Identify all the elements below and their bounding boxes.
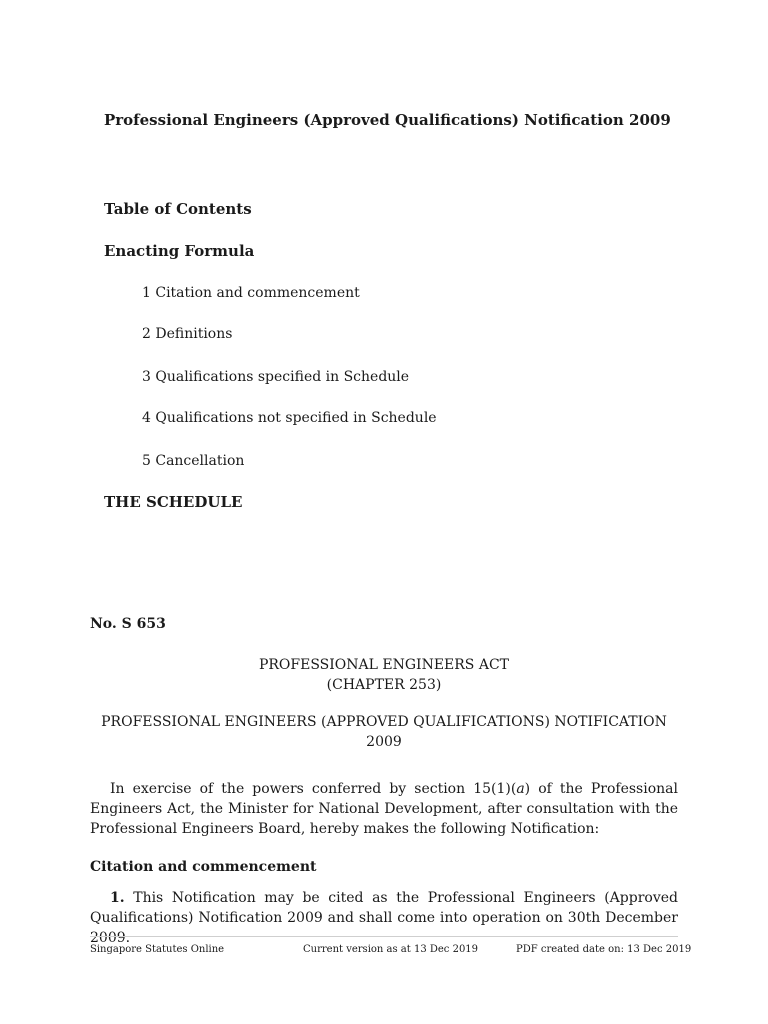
section-1-text: This Notification may be cited as the Professional Engineers (Approved Qualifications) Notification 2009 and shall come into operation on 30th December 2009. bbox=[90, 890, 678, 946]
act-chapter: (CHAPTER 253) bbox=[326, 677, 442, 693]
toc-item-citation[interactable]: 1 Citation and commencement bbox=[142, 285, 360, 301]
toc-item-qualifications-not-specified[interactable]: 4 Qualifications not specified in Schedule bbox=[142, 410, 437, 426]
enacting-paragraph bbox=[90, 779, 678, 839]
act-name: PROFESSIONAL ENGINEERS ACT bbox=[258, 657, 510, 673]
section-1-number: 1. bbox=[110, 890, 125, 906]
toc-item-definitions[interactable]: 2 Definitions bbox=[142, 326, 233, 342]
gazette-number: No. S 653 bbox=[90, 616, 166, 632]
document-title: Professional Engineers (Approved Qualifications) Notification 2009 bbox=[104, 111, 671, 129]
enacting-text-post: ) of the Professional Engineers Act, the Minister for National Development, after consultation with the Professional Engineers Board, hereby makes the following Notification: bbox=[90, 781, 678, 837]
footer-version: Current version as at 13 Dec 2019 bbox=[303, 944, 479, 955]
toc-heading: Table of Contents bbox=[104, 200, 252, 218]
footer-divider bbox=[90, 936, 678, 937]
section-1-paragraph bbox=[90, 888, 678, 948]
toc-enacting-formula-link[interactable]: Enacting Formula bbox=[104, 242, 255, 260]
section-heading-citation: Citation and commencement bbox=[90, 859, 317, 875]
footer-source: Singapore Statutes Online bbox=[90, 944, 225, 955]
enacting-text-italic: a bbox=[516, 781, 525, 797]
notification-title: PROFESSIONAL ENGINEERS (APPROVED QUALIFICATIONS) NOTIFICATION 2009 bbox=[101, 714, 667, 750]
footer-created-date: PDF created date on: 13 Dec 2019 bbox=[516, 944, 692, 955]
enacting-text-pre: In exercise of the powers conferred by section 15(1)( bbox=[110, 781, 517, 797]
toc-item-qualifications-specified[interactable]: 3 Qualifications specified in Schedule bbox=[142, 369, 410, 385]
toc-item-cancellation[interactable]: 5 Cancellation bbox=[142, 453, 245, 469]
toc-schedule-link[interactable]: THE SCHEDULE bbox=[104, 493, 243, 511]
act-heading bbox=[90, 655, 678, 695]
